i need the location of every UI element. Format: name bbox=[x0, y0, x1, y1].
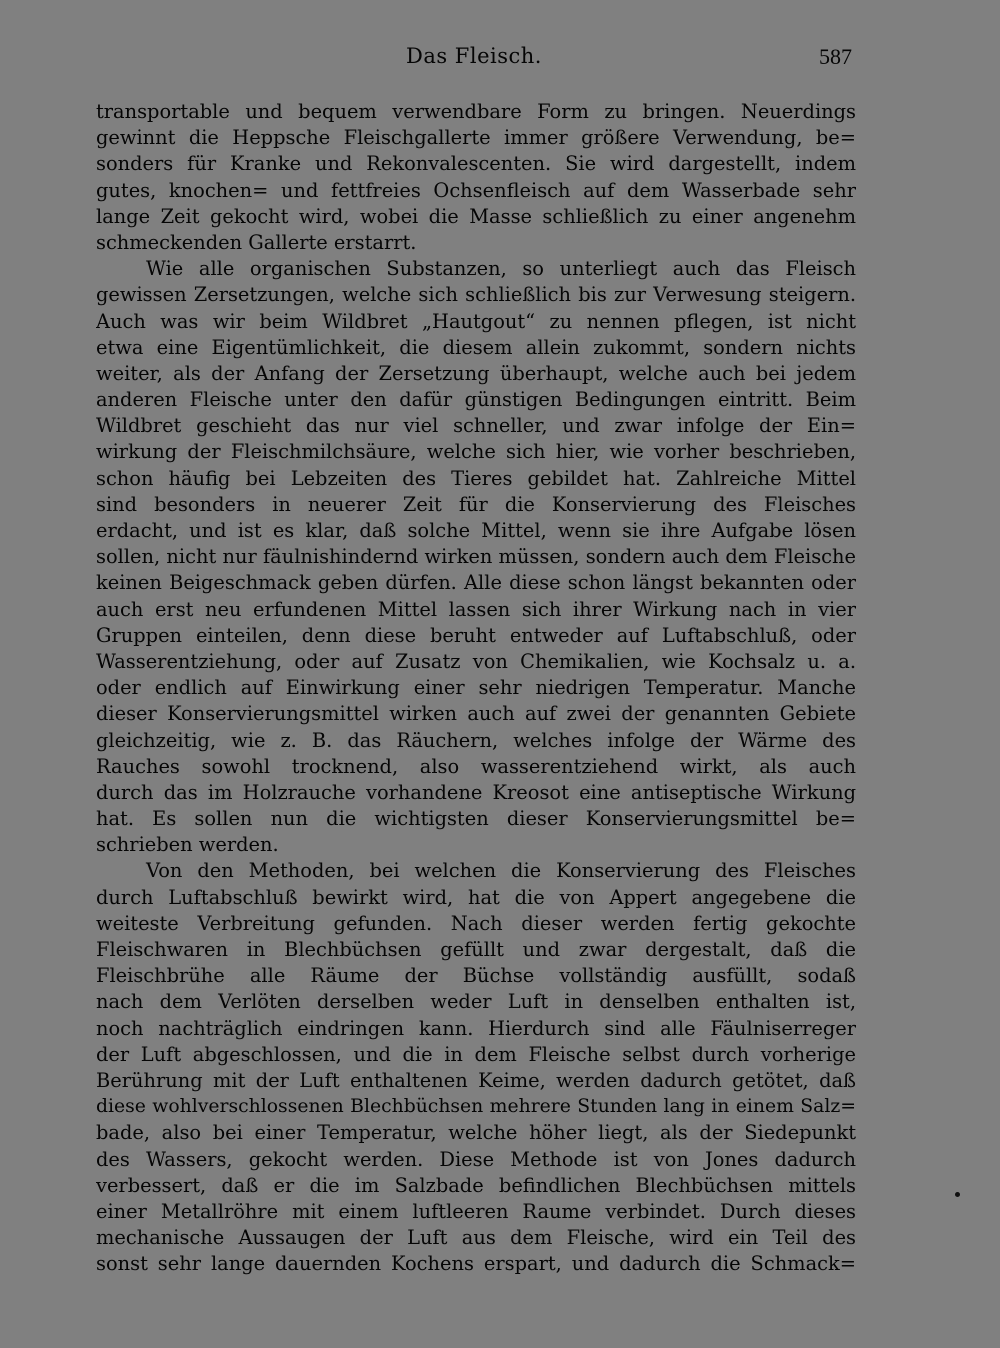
text-line: schrieben werden. bbox=[96, 833, 279, 857]
text-line: durch das im Holzrauche vorhandene Kreosot eine antiseptische Wirkung bbox=[96, 780, 856, 804]
text-line: wirkung der Fleischmilchsäure, welche sich hier, wie vorher beschrieben, bbox=[96, 440, 856, 464]
text-line: der Luft abgeschlossen, und die in dem Fleische selbst durch vorherige bbox=[96, 1042, 856, 1066]
text-line: lange Zeit gekocht wird, wobei die Masse schließlich zu einer angenehm bbox=[96, 204, 856, 228]
text-line: schmeckenden Gallerte erstarrt. bbox=[96, 230, 417, 254]
text-line: verbessert, daß er die im Salzbade befindlichen Blechbüchsen mittels bbox=[96, 1173, 856, 1197]
text-line: durch Luftabschluß bewirkt wird, hat die von Appert angegebene die bbox=[96, 885, 856, 909]
text-line: nach dem Verlöten derselben weder Luft in denselben enthalten ist, bbox=[96, 990, 856, 1014]
text-line: transportable und bequem verwendbare Form zu bringen. Neuerdings bbox=[96, 100, 856, 123]
text-line: noch nachträglich eindringen kann. Hierdurch sind alle Fäulniserreger bbox=[96, 1016, 856, 1040]
text-line: Fleischbrühe alle Räume der Büchse vollständig ausfüllt, sodaß bbox=[96, 964, 856, 988]
text-line: sollen, nicht nur fäulnishindernd wirken müssen, sondern auch dem Fleische bbox=[96, 545, 856, 569]
text-line: weiteste Verbreitung gefunden. Nach dieser werden fertig gekochte bbox=[96, 911, 856, 935]
text-line: diese wohlverschlossenen Blechbüchsen mehrere Stunden lang in einem Salz= bbox=[96, 1096, 856, 1118]
text-line: oder endlich auf Einwirkung einer sehr niedrigen Temperatur. Manche bbox=[96, 676, 856, 700]
text-line: hat. Es sollen nun die wichtigsten dieser Konservierungsmittel be= bbox=[96, 807, 856, 831]
text-line: mechanische Aussaugen der Luft aus dem Fleische, wird ein Teil des bbox=[96, 1226, 856, 1250]
text-line: keinen Beigeschmack geben dürfen. Alle diese schon längst bekannten oder bbox=[96, 571, 856, 595]
text-line: bade, also bei einer Temperatur, welche höher liegt, als der Siedepunkt bbox=[96, 1121, 856, 1145]
text-line: Rauches sowohl trocknend, also wasserentziehend wirkt, als auch bbox=[96, 754, 856, 778]
text-line: Auch was wir beim Wildbret „Hautgout“ zu nennen pflegen, ist nicht bbox=[96, 309, 856, 333]
text-line: erdacht, und ist es klar, daß solche Mittel, wenn sie ihre Aufgabe lösen bbox=[96, 519, 856, 542]
text-line: gleichzeitig, wie z. B. das Räuchern, welches infolge der Wärme des bbox=[96, 728, 856, 752]
text-line: Berührung mit der Luft enthaltenen Keime, werden dadurch getötet, daß bbox=[96, 1068, 856, 1092]
text-line: sonders für Kranke und Rekonvalescenten. Sie wird dargestellt, indem bbox=[96, 152, 856, 176]
paragraph-first-line: Von den Methoden, bei welchen die Konservierung des Fleisches bbox=[146, 859, 856, 883]
body-text bbox=[96, 99, 856, 1277]
text-line: schon häufig bei Lebzeiten des Tieres gebildet hat. Zahlreiche Mittel bbox=[96, 466, 856, 490]
text-line: auch erst neu erfundenen Mittel lassen sich ihrer Wirkung nach in vier bbox=[96, 597, 856, 621]
text-line: gewinnt die Heppsche Fleischgallerte immer größere Verwendung, be= bbox=[96, 126, 856, 150]
paragraph-first-line: Wie alle organischen Substanzen, so unterliegt auch das Fleisch bbox=[146, 257, 856, 281]
text-line: sonst sehr lange dauernden Kochens erspart, und dadurch die Schmack= bbox=[96, 1252, 856, 1276]
text-line: dieser Konservierungsmittel wirken auch auf zwei der genannten Gebiete bbox=[96, 702, 856, 726]
text-line: Wildbret geschieht das nur viel schneller, und zwar infolge der Ein= bbox=[96, 414, 856, 438]
page-header bbox=[96, 44, 852, 78]
ink-speck bbox=[955, 1192, 960, 1197]
text-line: des Wassers, gekocht werden. Diese Methode ist von Jones dadurch bbox=[96, 1147, 856, 1171]
text-line: etwa eine Eigentümlichkeit, die diesem allein zukommt, sondern nichts bbox=[96, 335, 856, 359]
text-line: weiter, als der Anfang der Zersetzung überhaupt, welche auch bei jedem bbox=[96, 361, 856, 385]
text-line: Fleischwaren in Blechbüchsen gefüllt und zwar dergestalt, daß die bbox=[96, 938, 856, 961]
text-line: gutes, knochen= und fettfreies Ochsenfleisch auf dem Wasserbade sehr bbox=[96, 178, 856, 202]
text-line: gewissen Zersetzungen, welche sich schließlich bis zur Verwesung steigern. bbox=[96, 283, 856, 307]
running-title: Das Fleisch. bbox=[406, 44, 542, 68]
text-line: sind besonders in neuerer Zeit für die Konservierung des Fleisches bbox=[96, 492, 856, 516]
text-line: anderen Fleische unter den dafür günstigen Bedingungen eintritt. Beim bbox=[96, 388, 856, 412]
page-number: 587 bbox=[819, 44, 852, 69]
text-line: Gruppen einteilen, denn diese beruht entweder auf Luftabschluß, oder bbox=[96, 623, 856, 647]
text-line: Wasserentziehung, oder auf Zusatz von Chemikalien, wie Kochsalz u. a. bbox=[96, 649, 856, 673]
text-line: einer Metallröhre mit einem luftleeren Raume verbindet. Durch dieses bbox=[96, 1199, 856, 1223]
